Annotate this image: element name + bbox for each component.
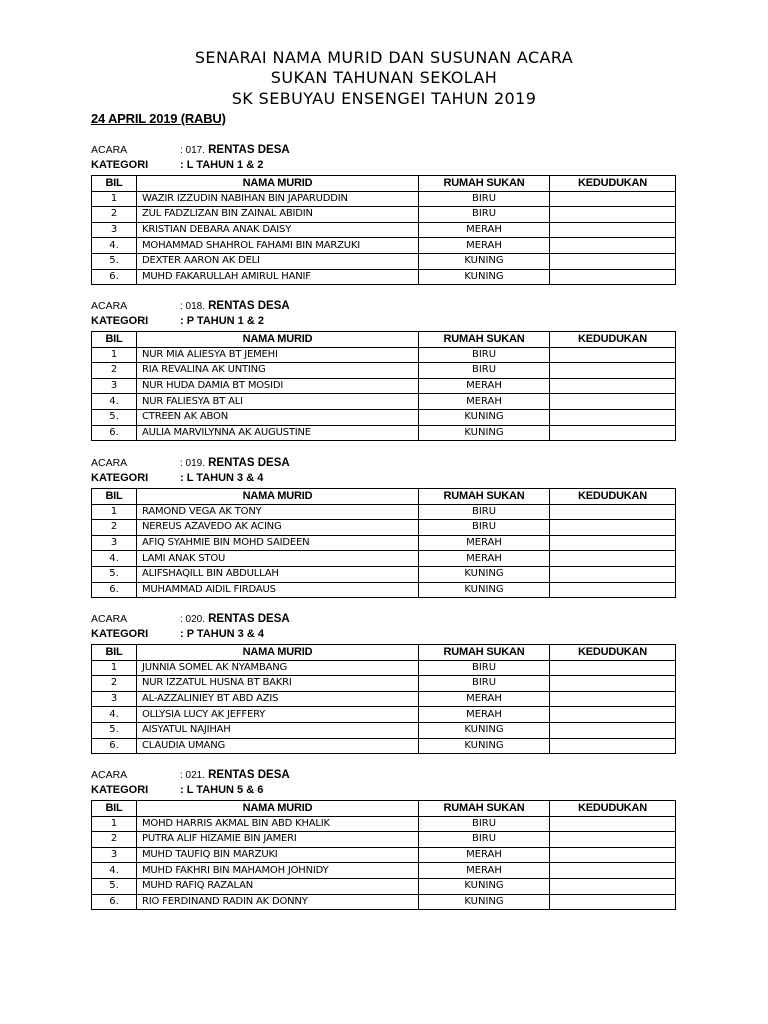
event-name: RENTAS DESA bbox=[208, 300, 290, 312]
cell-nama-murid: MUHD FAKARULLAH AMIRUL HANIF bbox=[137, 269, 419, 285]
cell-bil: 2 bbox=[92, 520, 137, 536]
table-row bbox=[92, 269, 676, 285]
acara-value bbox=[180, 768, 290, 783]
cell-bil: 3 bbox=[92, 222, 137, 238]
cell-rumah-sukan: KUNING bbox=[419, 582, 550, 598]
column-header-nama: NAMA MURID bbox=[137, 645, 419, 661]
cell-kedudukan[interactable] bbox=[550, 269, 676, 285]
cell-kedudukan[interactable] bbox=[550, 878, 676, 894]
cell-rumah-sukan: BIRU bbox=[419, 520, 550, 536]
table-row bbox=[92, 394, 676, 410]
table-row bbox=[92, 520, 676, 536]
cell-rumah-sukan: MERAH bbox=[419, 238, 550, 254]
table-row bbox=[92, 409, 676, 425]
cell-rumah-sukan: KUNING bbox=[419, 894, 550, 910]
cell-nama-murid: RIA REVALINA AK UNTING bbox=[137, 363, 419, 379]
kategori-line bbox=[91, 627, 681, 642]
kategori-label: KATEGORI bbox=[91, 315, 149, 327]
cell-nama-murid: RAMOND VEGA AK TONY bbox=[137, 504, 419, 520]
cell-bil: 2 bbox=[92, 363, 137, 379]
table-row bbox=[92, 691, 676, 707]
cell-rumah-sukan: BIRU bbox=[419, 832, 550, 848]
cell-kedudukan[interactable] bbox=[550, 394, 676, 410]
cell-bil: 6. bbox=[92, 738, 137, 754]
cell-nama-murid: MUHD FAKHRI BIN MAHAMOH JOHNIDY bbox=[137, 863, 419, 879]
cell-rumah-sukan: BIRU bbox=[419, 207, 550, 223]
table-row bbox=[92, 253, 676, 269]
kategori-line bbox=[91, 471, 681, 486]
cell-rumah-sukan: KUNING bbox=[419, 566, 550, 582]
table-row bbox=[92, 847, 676, 863]
cell-bil: 4. bbox=[92, 551, 137, 567]
kategori-line bbox=[91, 783, 681, 798]
cell-kedudukan[interactable] bbox=[550, 520, 676, 536]
cell-nama-murid: MOHAMMAD SHAHROL FAHAMI BIN MARZUKI bbox=[137, 238, 419, 254]
cell-rumah-sukan: MERAH bbox=[419, 378, 550, 394]
table-row bbox=[92, 504, 676, 520]
event-code: : 019. bbox=[180, 458, 206, 469]
cell-bil: 4. bbox=[92, 863, 137, 879]
table-row bbox=[92, 535, 676, 551]
cell-bil: 2 bbox=[92, 676, 137, 692]
table-row bbox=[92, 878, 676, 894]
cell-nama-murid: ALIFSHAQILL BIN ABDULLAH bbox=[137, 566, 419, 582]
cell-nama-murid: NUR MIA ALIESYA BT JEMEHI bbox=[137, 347, 419, 363]
kategori-label: KATEGORI bbox=[91, 784, 149, 796]
cell-rumah-sukan: BIRU bbox=[419, 504, 550, 520]
cell-nama-murid: JUNNIA SOMEL AK NYAMBANG bbox=[137, 660, 419, 676]
table-header-row bbox=[92, 489, 676, 505]
cell-kedudukan[interactable] bbox=[550, 691, 676, 707]
table-row bbox=[92, 863, 676, 879]
table-row bbox=[92, 816, 676, 832]
event-code: : 017. bbox=[180, 145, 206, 156]
acara-value bbox=[180, 299, 290, 314]
table-row bbox=[92, 347, 676, 363]
column-header-kedudukan: KEDUDUKAN bbox=[550, 176, 676, 192]
table-row bbox=[92, 707, 676, 723]
cell-bil: 1 bbox=[92, 504, 137, 520]
document-title-line-2: SUKAN TAHUNAN SEKOLAH bbox=[270, 68, 498, 87]
cell-bil: 5. bbox=[92, 566, 137, 582]
cell-bil: 6. bbox=[92, 582, 137, 598]
table-row bbox=[92, 551, 676, 567]
cell-nama-murid: DEXTER AARON AK DELI bbox=[137, 253, 419, 269]
cell-rumah-sukan: MERAH bbox=[419, 847, 550, 863]
acara-value bbox=[180, 456, 290, 471]
cell-kedudukan[interactable] bbox=[550, 378, 676, 394]
column-header-kedudukan: KEDUDUKAN bbox=[550, 801, 676, 817]
kategori-value: : L TAHUN 3 & 4 bbox=[180, 472, 264, 484]
cell-kedudukan[interactable] bbox=[550, 504, 676, 520]
table-row bbox=[92, 566, 676, 582]
cell-kedudukan[interactable] bbox=[550, 425, 676, 441]
cell-nama-murid: AFIQ SYAHMIE BIN MOHD SAIDEEN bbox=[137, 535, 419, 551]
acara-value bbox=[180, 143, 290, 158]
cell-kedudukan[interactable] bbox=[550, 253, 676, 269]
cell-kedudukan[interactable] bbox=[550, 816, 676, 832]
cell-rumah-sukan: BIRU bbox=[419, 191, 550, 207]
table-row bbox=[92, 238, 676, 254]
table-row bbox=[92, 894, 676, 910]
column-header-kedudukan: KEDUDUKAN bbox=[550, 332, 676, 348]
event-block bbox=[91, 299, 681, 438]
table-row bbox=[92, 832, 676, 848]
column-header-nama: NAMA MURID bbox=[137, 489, 419, 505]
kategori-value: : L TAHUN 1 & 2 bbox=[180, 159, 264, 171]
cell-kedudukan[interactable] bbox=[550, 847, 676, 863]
column-header-rumah: RUMAH SUKAN bbox=[419, 332, 550, 348]
cell-rumah-sukan: MERAH bbox=[419, 691, 550, 707]
document-title-line-3: SK SEBUYAU ENSENGEI TAHUN 2019 bbox=[231, 89, 537, 108]
table-header-row bbox=[92, 645, 676, 661]
cell-bil: 1 bbox=[92, 660, 137, 676]
column-header-rumah: RUMAH SUKAN bbox=[419, 176, 550, 192]
cell-nama-murid: MUHD TAUFIQ BIN MARZUKI bbox=[137, 847, 419, 863]
table-header-row bbox=[92, 332, 676, 348]
cell-rumah-sukan: KUNING bbox=[419, 738, 550, 754]
cell-kedudukan[interactable] bbox=[550, 238, 676, 254]
table-header-row bbox=[92, 801, 676, 817]
cell-kedudukan[interactable] bbox=[550, 222, 676, 238]
cell-rumah-sukan: BIRU bbox=[419, 660, 550, 676]
kategori-value: : P TAHUN 3 & 4 bbox=[180, 628, 264, 640]
event-code: : 021. bbox=[180, 770, 206, 781]
cell-bil: 2 bbox=[92, 207, 137, 223]
cell-bil: 1 bbox=[92, 347, 137, 363]
table-row bbox=[92, 660, 676, 676]
cell-kedudukan[interactable] bbox=[550, 363, 676, 379]
cell-nama-murid: ZUL FADZLIZAN BIN ZAINAL ABIDIN bbox=[137, 207, 419, 223]
column-header-kedudukan: KEDUDUKAN bbox=[550, 489, 676, 505]
table-row bbox=[92, 207, 676, 223]
kategori-label: KATEGORI bbox=[91, 472, 149, 484]
cell-nama-murid: MOHD HARRIS AKMAL BIN ABD KHALIK bbox=[137, 816, 419, 832]
cell-kedudukan[interactable] bbox=[550, 347, 676, 363]
table-row bbox=[92, 738, 676, 754]
cell-rumah-sukan: KUNING bbox=[419, 409, 550, 425]
acara-line bbox=[91, 456, 681, 471]
table-row bbox=[92, 722, 676, 738]
cell-rumah-sukan: KUNING bbox=[419, 425, 550, 441]
column-header-bil: BIL bbox=[92, 176, 137, 192]
cell-rumah-sukan: MERAH bbox=[419, 222, 550, 238]
cell-nama-murid: KRISTIAN DEBARA ANAK DAISY bbox=[137, 222, 419, 238]
kategori-value: : P TAHUN 1 & 2 bbox=[180, 315, 264, 327]
cell-kedudukan[interactable] bbox=[550, 676, 676, 692]
cell-kedudukan[interactable] bbox=[550, 409, 676, 425]
participants-table bbox=[91, 800, 676, 910]
event-block bbox=[91, 612, 681, 751]
cell-bil: 3 bbox=[92, 378, 137, 394]
table-row bbox=[92, 582, 676, 598]
kategori-line bbox=[91, 158, 681, 173]
cell-nama-murid: CLAUDIA UMANG bbox=[137, 738, 419, 754]
cell-rumah-sukan: KUNING bbox=[419, 253, 550, 269]
cell-bil: 5. bbox=[92, 253, 137, 269]
cell-rumah-sukan: MERAH bbox=[419, 707, 550, 723]
cell-bil: 1 bbox=[92, 191, 137, 207]
cell-rumah-sukan: MERAH bbox=[419, 863, 550, 879]
cell-nama-murid: MUHD RAFIQ RAZALAN bbox=[137, 878, 419, 894]
cell-rumah-sukan: BIRU bbox=[419, 363, 550, 379]
table-row bbox=[92, 425, 676, 441]
cell-bil: 3 bbox=[92, 535, 137, 551]
cell-nama-murid: RIO FERDINAND RADIN AK DONNY bbox=[137, 894, 419, 910]
cell-nama-murid: AULIA MARVILYNNA AK AUGUSTINE bbox=[137, 425, 419, 441]
cell-rumah-sukan: MERAH bbox=[419, 551, 550, 567]
participants-table bbox=[91, 488, 676, 598]
acara-line bbox=[91, 768, 681, 783]
acara-line bbox=[91, 612, 681, 627]
cell-bil: 6. bbox=[92, 269, 137, 285]
column-header-bil: BIL bbox=[92, 801, 137, 817]
cell-nama-murid: NUR IZZATUL HUSNA BT BAKRI bbox=[137, 676, 419, 692]
column-header-rumah: RUMAH SUKAN bbox=[419, 801, 550, 817]
cell-bil: 6. bbox=[92, 425, 137, 441]
table-row bbox=[92, 676, 676, 692]
cell-nama-murid: AL-AZZALINIEY BT ABD AZIS bbox=[137, 691, 419, 707]
cell-kedudukan[interactable] bbox=[550, 707, 676, 723]
column-header-bil: BIL bbox=[92, 489, 137, 505]
cell-nama-murid: MUHAMMAD AIDIL FIRDAUS bbox=[137, 582, 419, 598]
cell-rumah-sukan: MERAH bbox=[419, 535, 550, 551]
cell-rumah-sukan: KUNING bbox=[419, 722, 550, 738]
table-row bbox=[92, 378, 676, 394]
cell-kedudukan[interactable] bbox=[550, 722, 676, 738]
participants-table bbox=[91, 331, 676, 441]
document-title-line-1: SENARAI NAMA MURID DAN SUSUNAN ACARA bbox=[194, 48, 574, 67]
cell-bil: 5. bbox=[92, 722, 137, 738]
cell-rumah-sukan: BIRU bbox=[419, 347, 550, 363]
event-block bbox=[91, 143, 681, 282]
cell-rumah-sukan: KUNING bbox=[419, 269, 550, 285]
cell-nama-murid: LAMI ANAK STOU bbox=[137, 551, 419, 567]
column-header-nama: NAMA MURID bbox=[137, 332, 419, 348]
cell-bil: 5. bbox=[92, 878, 137, 894]
cell-rumah-sukan: BIRU bbox=[419, 816, 550, 832]
cell-rumah-sukan: BIRU bbox=[419, 676, 550, 692]
cell-nama-murid: WAZIR IZZUDIN NABIHAN BIN JAPARUDDIN bbox=[137, 191, 419, 207]
kategori-label: KATEGORI bbox=[91, 159, 149, 171]
cell-bil: 3 bbox=[92, 847, 137, 863]
table-header-row bbox=[92, 176, 676, 192]
acara-label: ACARA bbox=[91, 300, 128, 312]
cell-bil: 5. bbox=[92, 409, 137, 425]
acara-label: ACARA bbox=[91, 613, 128, 625]
event-name: RENTAS DESA bbox=[208, 769, 290, 781]
column-header-rumah: RUMAH SUKAN bbox=[419, 645, 550, 661]
kategori-line bbox=[91, 314, 681, 329]
cell-kedudukan[interactable] bbox=[550, 191, 676, 207]
kategori-label: KATEGORI bbox=[91, 628, 149, 640]
cell-kedudukan[interactable] bbox=[550, 207, 676, 223]
acara-label: ACARA bbox=[91, 769, 128, 781]
event-name: RENTAS DESA bbox=[208, 144, 290, 156]
column-header-kedudukan: KEDUDUKAN bbox=[550, 645, 676, 661]
cell-bil: 4. bbox=[92, 394, 137, 410]
cell-kedudukan[interactable] bbox=[550, 832, 676, 848]
column-header-nama: NAMA MURID bbox=[137, 176, 419, 192]
event-code: : 018. bbox=[180, 301, 206, 312]
participants-table bbox=[91, 644, 676, 754]
acara-label: ACARA bbox=[91, 457, 128, 469]
cell-nama-murid: NUR FALIESYA BT ALI bbox=[137, 394, 419, 410]
event-name: RENTAS DESA bbox=[208, 613, 290, 625]
table-row bbox=[92, 363, 676, 379]
cell-bil: 6. bbox=[92, 894, 137, 910]
kategori-value: : L TAHUN 5 & 6 bbox=[180, 784, 264, 796]
cell-kedudukan[interactable] bbox=[550, 738, 676, 754]
cell-rumah-sukan: MERAH bbox=[419, 394, 550, 410]
event-block bbox=[91, 456, 681, 595]
cell-nama-murid: CTREEN AK ABON bbox=[137, 409, 419, 425]
cell-kedudukan[interactable] bbox=[550, 566, 676, 582]
cell-bil: 4. bbox=[92, 707, 137, 723]
cell-nama-murid: PUTRA ALIF HIZAMIE BIN JAMERI bbox=[137, 832, 419, 848]
column-header-bil: BIL bbox=[92, 332, 137, 348]
participants-table bbox=[91, 175, 676, 285]
cell-bil: 4. bbox=[92, 238, 137, 254]
acara-value bbox=[180, 612, 290, 627]
cell-bil: 2 bbox=[92, 832, 137, 848]
event-code: : 020. bbox=[180, 614, 206, 625]
cell-kedudukan[interactable] bbox=[550, 535, 676, 551]
column-header-bil: BIL bbox=[92, 645, 137, 661]
cell-kedudukan[interactable] bbox=[550, 863, 676, 879]
cell-nama-murid: OLLYSIA LUCY AK JEFFERY bbox=[137, 707, 419, 723]
cell-bil: 1 bbox=[92, 816, 137, 832]
cell-bil: 3 bbox=[92, 691, 137, 707]
acara-line bbox=[91, 143, 681, 158]
cell-kedudukan[interactable] bbox=[550, 551, 676, 567]
column-header-rumah: RUMAH SUKAN bbox=[419, 489, 550, 505]
cell-nama-murid: NUR HUDA DAMIA BT MOSIDI bbox=[137, 378, 419, 394]
table-row bbox=[92, 222, 676, 238]
event-name: RENTAS DESA bbox=[208, 457, 290, 469]
cell-kedudukan[interactable] bbox=[550, 660, 676, 676]
acara-label: ACARA bbox=[91, 144, 128, 156]
event-block bbox=[91, 768, 681, 907]
cell-nama-murid: NEREUS AZAVEDO AK ACING bbox=[137, 520, 419, 536]
acara-line bbox=[91, 299, 681, 314]
table-row bbox=[92, 191, 676, 207]
cell-kedudukan[interactable] bbox=[550, 894, 676, 910]
cell-rumah-sukan: KUNING bbox=[419, 878, 550, 894]
column-header-nama: NAMA MURID bbox=[137, 801, 419, 817]
cell-kedudukan[interactable] bbox=[550, 582, 676, 598]
cell-nama-murid: AISYATUL NAJIHAH bbox=[137, 722, 419, 738]
event-date: 24 APRIL 2019 (RABU) bbox=[91, 111, 226, 126]
